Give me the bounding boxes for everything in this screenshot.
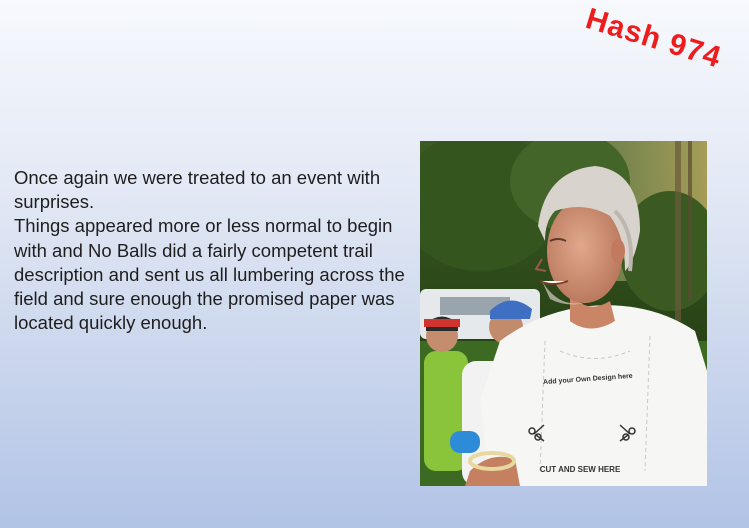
paragraph-2: Things appeared more or less normal to begin with and No Balls did a fairly competent trail description and sent us all lumbering across the field and sure enough the promised paper was located quickly enough. (14, 215, 405, 334)
slide-title: Hash 974 (581, 2, 726, 75)
paragraph-1: Once again we were treated to an event with surprises. (14, 167, 381, 213)
body-text (14, 166, 409, 335)
photo-man-in-white-shirt (420, 141, 707, 486)
shirt-text-top: Add your Own Design here (542, 372, 633, 387)
shirt-text-bottom: CUT AND SEW HERE (539, 465, 621, 474)
